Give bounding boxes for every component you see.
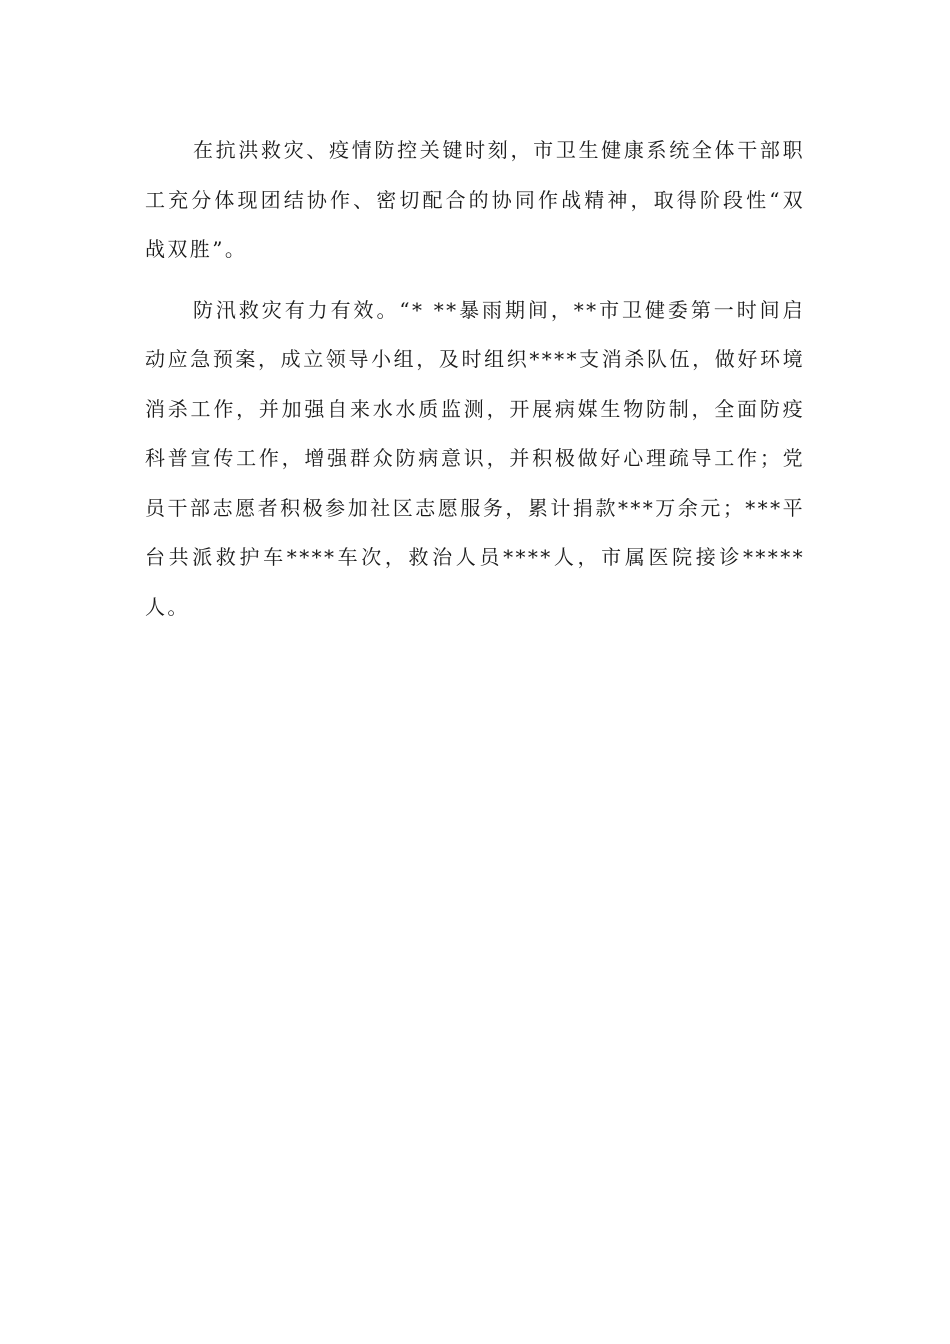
paragraph-flood-relief: 防汛救灾有力有效。“* **暴雨期间，**市卫健委第一时间启动应急预案，成立领导小组，及时组织****支消杀队伍，做好环境消杀工作，并加强自来水水质监测，开展病媒生物防制，全面防疫科普宣传工作，增强群众防病意识，并积极做好心理疏导工作；党员干部志愿者积极参加社区志愿服务，累计捐款***万余元；***平台共派救护车****车次，救治人员****人，市属医院接诊*****人。 bbox=[145, 297, 805, 619]
document-body bbox=[145, 126, 805, 632]
paragraph-intro: 在抗洪救灾、疫情防控关键时刻，市卫生健康系统全体干部职工充分体现团结协作、密切配合的协同作战精神，取得阶段性“双战双胜”。 bbox=[145, 138, 805, 261]
